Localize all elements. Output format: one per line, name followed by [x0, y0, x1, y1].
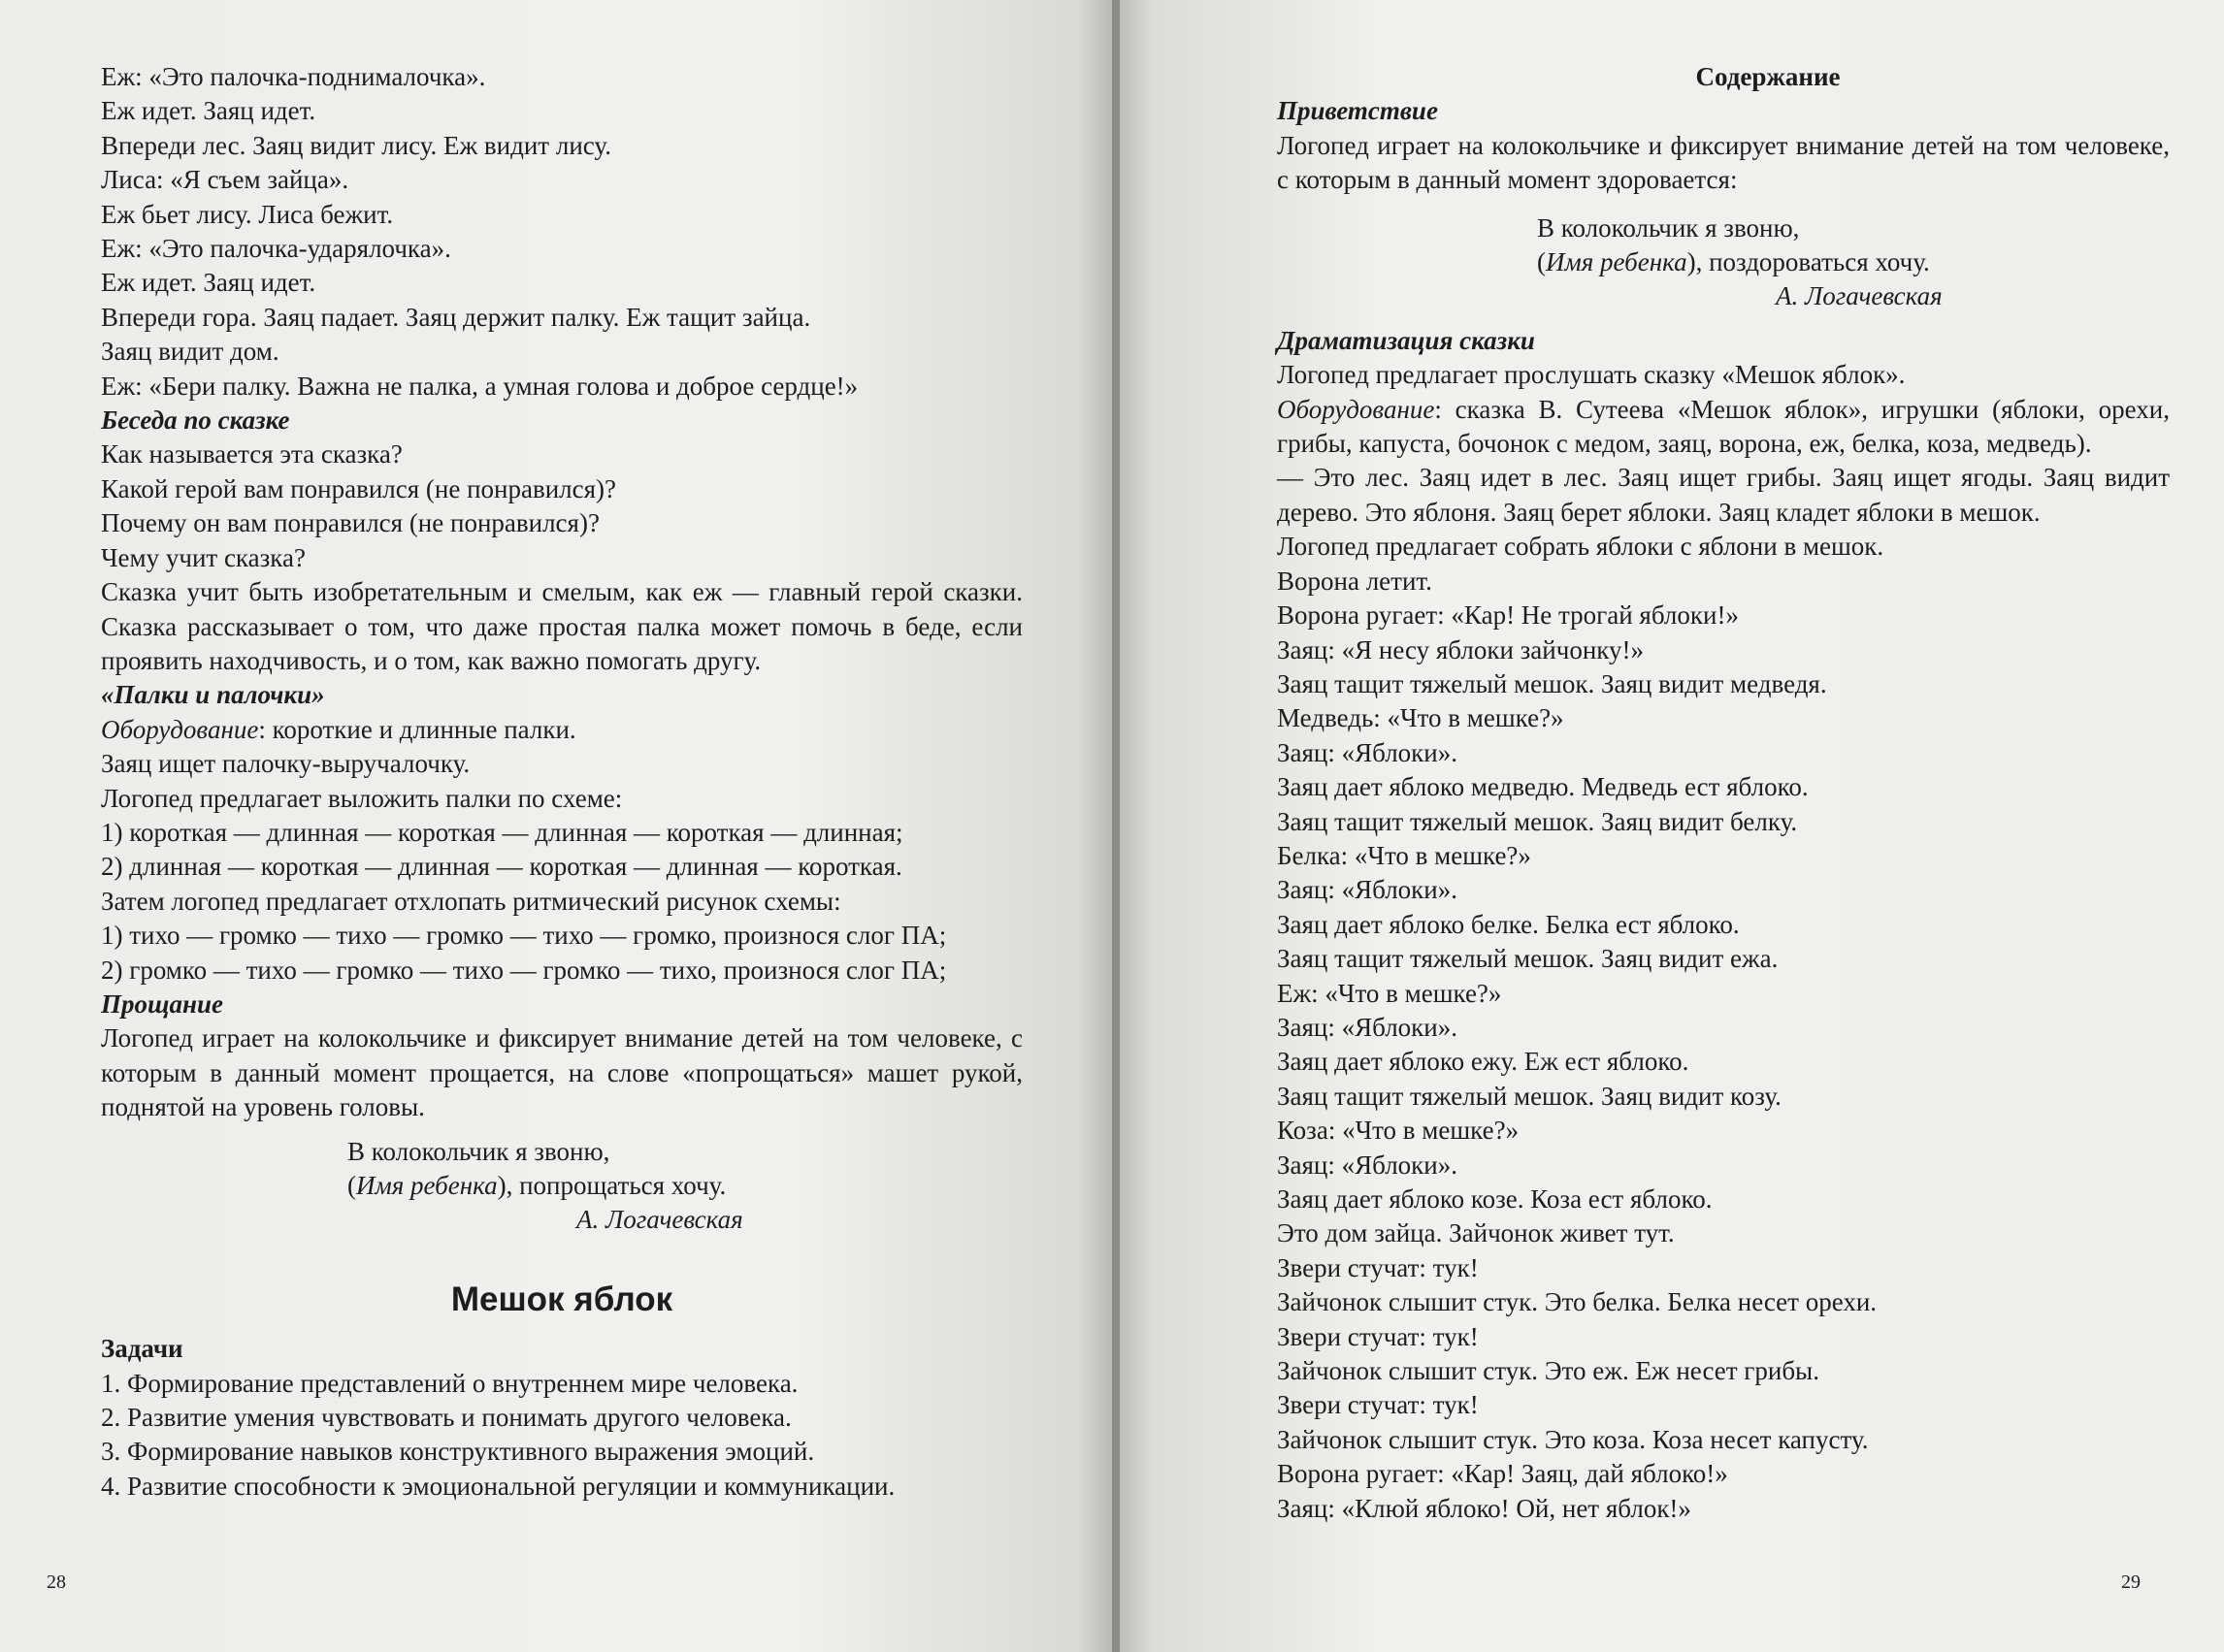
poem-line: (Имя ребенка), попрощаться хочу.: [347, 1171, 727, 1200]
farewell-text: Логопед играет на колокольчике и фиксирует внимание детей на том человеке, с которым в данный момент прощается, на слове «попрощаться» машет рукой, поднятой на уровень головы.: [101, 1023, 1023, 1122]
question-line: Какой герой вам понравился (не понравился)?: [101, 473, 617, 503]
story-line: Еж: «Это палочка-поднималочка».: [101, 62, 486, 91]
story-line: Ворона ругает: «Кар! Заяц, дай яблоко!»: [1277, 1459, 1728, 1489]
story-line: Еж: «Это палочка-ударялочка».: [101, 234, 451, 264]
dramatization-intro: Логопед предлагает прослушать сказку «Мешок яблок».: [1277, 360, 1906, 390]
sticks-line: 2) длинная — короткая — длинная — короткая — длинная — короткая.: [101, 852, 902, 882]
task-item: 2. Развитие умения чувствовать и понимать другого человека.: [101, 1403, 792, 1433]
poem-line: (Имя ребенка), поздороваться хочу.: [1537, 247, 1930, 277]
story-line: Еж: «Бери палку. Важна не палка, а умная голова и доброе сердце!»: [101, 371, 859, 401]
story-line: Белка: «Что в мешке?»: [1277, 840, 1531, 870]
equipment-label: Оборудование: [101, 714, 259, 744]
task-item: 1. Формирование представлений о внутреннем мире человека.: [101, 1368, 799, 1398]
story-line: Заяц: «Яблоки».: [1277, 1150, 1457, 1180]
poem-rest: ), поздороваться хочу.: [1686, 247, 1930, 277]
sticks-line: Логопед предлагает выложить палки по схеме:: [101, 783, 623, 813]
story-line: Заяц тащит тяжелый мешок. Заяц видит белку.: [1277, 806, 1798, 836]
book-gutter: [1112, 0, 1120, 1652]
story-line: Зайчонок слышит стук. Это еж. Еж несет грибы.: [1277, 1356, 1819, 1386]
equipment-line: [101, 713, 1023, 747]
story-line: Заяц дает яблоко белке. Белка ест яблоко.: [1277, 909, 1740, 939]
story-line: Ворона ругает: «Кар! Не трогай яблоки!»: [1277, 600, 1739, 631]
greeting-text: Логопед играет на колокольчике и фиксирует внимание детей на том человеке, с которым в данный момент здоровается:: [1277, 130, 2170, 195]
story-line: Еж бьет лису. Лиса бежит.: [101, 199, 394, 229]
story-line: Заяц: «Яблоки».: [1277, 737, 1457, 767]
story-line: Логопед предлагает собрать яблоки с яблони в мешок.: [1277, 532, 1884, 562]
story-line: Еж: «Что в мешке?»: [1277, 978, 1502, 1008]
story-line: Заяц: «Я несу яблоки зайчонку!»: [1277, 634, 1644, 664]
story-line: Впереди гора. Заяц падает. Заяц держит палку. Еж тащит зайца.: [101, 302, 811, 332]
equipment-line: [1277, 393, 2170, 462]
dramatization-heading: Драматизация сказки: [1277, 325, 1535, 355]
tasks-heading: Задачи: [101, 1334, 183, 1364]
story-line: Это дом зайца. Зайчонок живет тут.: [1277, 1218, 1675, 1248]
page-number: 29: [2121, 1571, 2141, 1593]
story-line: Зайчонок слышит стук. Это коза. Коза несет капусту.: [1277, 1424, 1869, 1454]
question-line: Как называется эта сказка?: [101, 439, 403, 470]
story-line: Заяц: «Клюй яблоко! Ой, нет яблок!»: [1277, 1493, 1691, 1523]
poem-line: В колокольчик я звоню,: [347, 1136, 610, 1166]
task-item: 3. Формирование навыков конструктивного выражения эмоций.: [101, 1437, 815, 1467]
sticks-line: 2) громко — тихо — громко — тихо — громко — тихо, произнося слог ПА;: [101, 955, 947, 985]
story-line: Заяц тащит тяжелый мешок. Заяц видит козу.: [1277, 1081, 1782, 1111]
question-line: Почему он вам понравился (не понравился)?: [101, 508, 600, 538]
sticks-heading: «Палки и палочки»: [101, 680, 325, 710]
poem-italic: Имя ребенка: [356, 1171, 498, 1200]
task-item: 4. Развитие способности к эмоциональной регуляции и коммуникации.: [101, 1471, 896, 1501]
story-line: Заяц: «Яблоки».: [1277, 875, 1457, 905]
sticks-line: 1) короткая — длинная — короткая — длинная — короткая — длинная;: [101, 817, 903, 847]
content-heading: Содержание: [1695, 62, 1841, 91]
story-line: Заяц дает яблоко медведю. Медведь ест яблоко.: [1277, 772, 1809, 802]
story-line: Еж идет. Заяц идет.: [101, 96, 316, 126]
story-line: Звери стучат: тук!: [1277, 1252, 1479, 1282]
equipment-label: Оборудование: [1277, 394, 1435, 424]
question-line: Чему учит сказка?: [101, 542, 306, 572]
story-line: Заяц тащит тяжелый мешок. Заяц видит ежа.: [1277, 944, 1779, 974]
poem-author: А. Логачевская: [1776, 281, 1943, 311]
story-line: Зайчонок слышит стук. Это белка. Белка несет орехи.: [1277, 1287, 1878, 1317]
farewell-heading: Прощание: [101, 988, 223, 1019]
story-line: Звери стучат: тук!: [1277, 1321, 1479, 1351]
section-title: Мешок яблок: [450, 1279, 673, 1318]
discussion-answer: Сказка учит быть изобретательным и смелым, как еж — главный герой сказки. Сказка рассказывает о том, что даже простая палка может помочь в беде, если проявить находчивость, и о том, как важно помогать другу.: [101, 577, 1023, 675]
sticks-line: Заяц ищет палочку-выручалочку.: [101, 749, 471, 779]
equipment-text: : сказка В. Сутеева «Мешок яблок», игрушки (яблоки, орехи, грибы, капуста, бочонок с медом, заяц, ворона, еж, белка, коза, медведь).: [1277, 394, 2170, 459]
story-line: Заяц видит дом.: [101, 337, 279, 367]
story-line: Коза: «Что в мешке?»: [1277, 1116, 1520, 1146]
greeting-heading: Приветствие: [1277, 96, 1438, 126]
poem-italic: Имя ребенка: [1546, 247, 1687, 277]
sticks-line: 1) тихо — громко — тихо — громко — тихо — громко, произнося слог ПА;: [101, 921, 947, 951]
story-line: Лиса: «Я съем зайца».: [101, 165, 349, 195]
story-line: Медведь: «Что в мешке?»: [1277, 703, 1564, 733]
poem-line: В колокольчик я звоню,: [1537, 212, 1800, 243]
story-line: Заяц дает яблоко козе. Коза ест яблоко.: [1277, 1184, 1713, 1214]
discussion-heading: Беседа по сказке: [101, 405, 290, 436]
story-line: Впереди лес. Заяц видит лису. Еж видит лису.: [101, 130, 611, 160]
right-page-text: [1277, 60, 2170, 1526]
story-paragraph: — Это лес. Заяц идет в лес. Заяц ищет грибы. Заяц ищет ягоды. Заяц видит дерево. Это яблоня. Заяц берет яблоки. Заяц кладет яблоки в мешок.: [1277, 463, 2170, 527]
story-line: Заяц дает яблоко ежу. Еж ест яблоко.: [1277, 1047, 1689, 1077]
story-line: Ворона летит.: [1277, 566, 1432, 596]
left-page-text: [101, 60, 1023, 1504]
story-line: Заяц: «Яблоки».: [1277, 1012, 1457, 1042]
story-line: Звери стучат: тук!: [1277, 1390, 1479, 1420]
story-line: Еж идет. Заяц идет.: [101, 268, 316, 298]
sticks-line: Затем логопед предлагает отхлопать ритмический рисунок схемы:: [101, 886, 841, 916]
poem-author: А. Логачевская: [576, 1205, 743, 1235]
page-number: 28: [47, 1571, 66, 1593]
equipment-text: : короткие и длинные палки.: [258, 714, 576, 744]
story-line: Заяц тащит тяжелый мешок. Заяц видит медведя.: [1277, 668, 1827, 698]
poem-rest: ), попрощаться хочу.: [497, 1171, 727, 1200]
